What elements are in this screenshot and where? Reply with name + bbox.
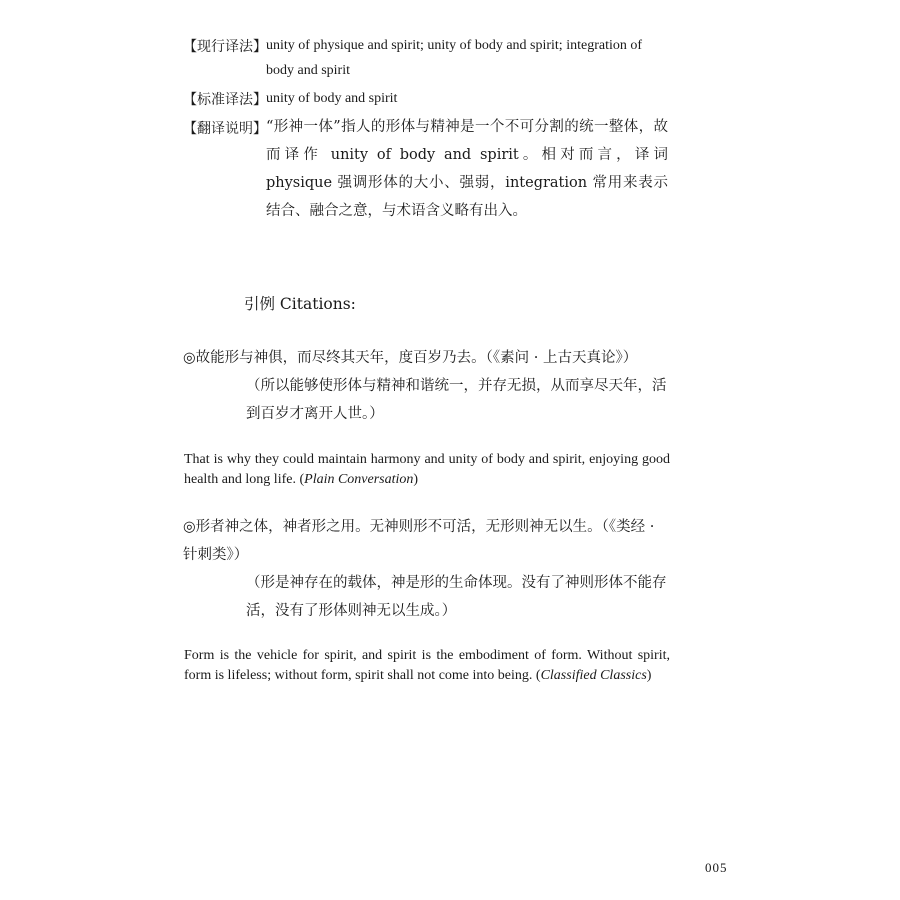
citation-2-english: Form is the vehicle for spirit, and spirit is the embodiment of form. Without spirit, form is lifeless; without form, spirit shall not come into being. (Classified Classics) — [184, 648, 670, 683]
citation-1-english: That is why they could maintain harmony and unity of body and spirit, enjoying good health and long life. (Plain Conversation) — [184, 452, 670, 487]
citation-1-chinese: ◎故能形与神俱，而尽终其天年，度百岁乃去。（《素问 · 上古天真论》） — [183, 350, 638, 366]
citations-heading: 引例 Citations: — [244, 295, 356, 313]
current-translation-label: 【现行译法】 — [183, 39, 267, 55]
translation-note-label: 【翻译说明】 — [183, 121, 267, 137]
citation-2-english-text: Form is the vehicle for spirit, and spirit is the embodiment of form. Without spirit, form is lifeless; without form, spirit shall not come into being. — [184, 648, 670, 683]
citation-1-english-text: That is why they could maintain harmony and unity of body and spirit, enjoying good health and long life. — [184, 452, 670, 487]
citation-2-chinese: ◎形者神之体，神者形之用。无神则形不可活，无形则神无以生。（《类经 · 针刺类》） — [183, 519, 655, 563]
citation-1-source: Plain Conversation — [304, 472, 414, 487]
standard-translation-label: 【标准译法】 — [183, 92, 267, 108]
translation-note-text: “形神一体”指人的形体与精神是一个不可分割的统一整体，故而译作 unity of body and spirit。相对而言，译词 physique 强调形体的大小、强弱，integration 常用来表示结合、融合之意，与术语含义略有出入。 — [266, 119, 668, 219]
standard-translation-text: unity of body and spirit — [266, 91, 398, 106]
citation-2-source: Classified Classics — [540, 668, 647, 683]
page-number: 005 — [705, 860, 728, 875]
citation-1-modern: （所以能够使形体与精神和谐统一，并存无损，从而享尽天年，活到百岁才离开人世。） — [246, 378, 667, 422]
citation-2-modern: （形是神存在的载体，神是形的生命体现。没有了神则形体不能存活，没有了形体则神无以生成。） — [246, 575, 667, 619]
current-translation-text: unity of physique and spirit; unity of body and spirit; integration of body and spirit — [266, 38, 643, 78]
